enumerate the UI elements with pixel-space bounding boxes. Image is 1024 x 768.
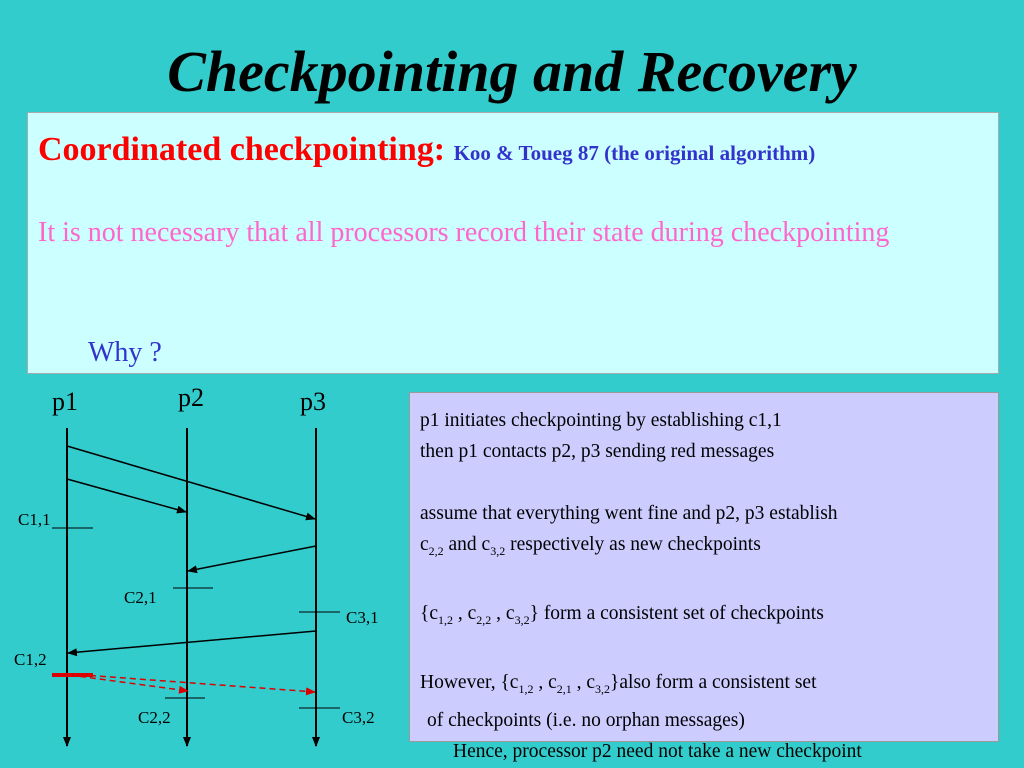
question-text: Why ? — [88, 337, 162, 368]
subscript: 1,2 — [518, 681, 534, 696]
subscript: 2,1 — [556, 681, 572, 696]
message-p1-to-p2 — [67, 479, 186, 512]
checkpoint-label-c1-2: C1,2 — [14, 650, 47, 669]
process-label-p1: p1 — [52, 387, 78, 416]
text-fragment: {c — [420, 602, 439, 624]
notes-line: then p1 contacts p2, p3 sending red messages — [420, 441, 775, 462]
subscript: 2,2 — [428, 543, 444, 558]
notes-line — [420, 667, 988, 705]
blank-line — [420, 567, 988, 598]
notes-line — [420, 598, 988, 636]
notes-line: p1 initiates checkpointing by establishing c1,1 — [420, 410, 782, 431]
notes-line: assume that everything went fine and p2, p3 establish — [420, 503, 838, 524]
slide-title: Checkpointing and Recovery — [167, 39, 857, 104]
checkpoint-label-c2-1: C2,1 — [124, 588, 157, 607]
text-fragment: However, {c — [420, 671, 519, 693]
intro-box — [27, 112, 999, 374]
subscript: 3,2 — [490, 543, 506, 558]
heading-reference: Koo & Toueg 87 (the original algorithm) — [453, 141, 816, 165]
heading — [38, 131, 815, 169]
checkpoint-label-c3-2: C3,2 — [342, 708, 375, 727]
statement-text: It is not necessary that all processors record their state during checkpointing — [38, 217, 890, 248]
notes-box — [409, 392, 999, 762]
text-fragment: }also form a consistent set — [610, 671, 817, 693]
subscript: 1,2 — [438, 612, 454, 627]
red-message-p1-to-p3 — [70, 674, 315, 692]
timing-diagram — [0, 378, 405, 768]
checkpoint-label-c3-1: C3,1 — [346, 608, 379, 627]
process-label-p3: p3 — [300, 387, 326, 416]
message-p1-to-p3 — [67, 446, 315, 519]
subscript: 2,2 — [476, 612, 492, 627]
message-p3-to-p1 — [68, 631, 316, 653]
process-label-p2: p2 — [178, 383, 204, 412]
blank-line — [420, 636, 988, 667]
text-fragment: , c — [533, 671, 557, 693]
subscript: 3,2 — [514, 612, 530, 627]
text-fragment: , c — [453, 602, 477, 624]
notes-line: Hence, processor p2 need not take a new checkpoint — [453, 740, 862, 762]
red-message-p1-to-p2 — [70, 675, 188, 691]
text-fragment: and c — [443, 534, 491, 555]
text-fragment: c — [420, 534, 429, 555]
notes-line: of checkpoints (i.e. no orphan messages) — [427, 709, 745, 731]
text-fragment: respectively as new checkpoints — [505, 534, 761, 555]
checkpoint-label-c1-1: C1,1 — [18, 510, 51, 529]
message-p3-to-p2 — [188, 546, 316, 571]
notes-line — [420, 529, 988, 567]
text-fragment: , c — [571, 671, 596, 693]
text-fragment: } form a consistent set of checkpoints — [529, 602, 824, 624]
heading-text: Coordinated checkpointing: — [38, 131, 446, 168]
checkpoint-label-c2-2: C2,2 — [138, 708, 171, 727]
text-fragment: , c — [491, 602, 515, 624]
blank-line — [420, 467, 988, 498]
subscript: 3,2 — [595, 681, 611, 696]
